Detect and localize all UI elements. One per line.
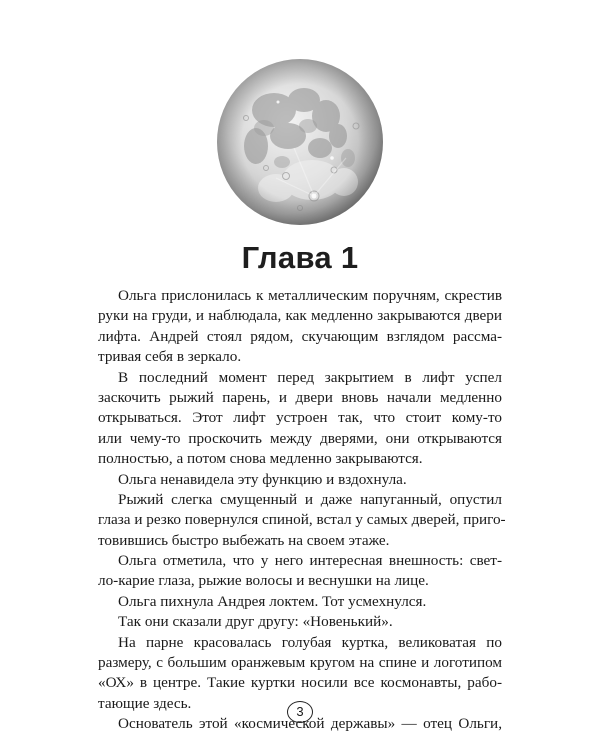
text-line: глаза и резко повернулся спиной, встал у самых дверей, приго- — [98, 511, 506, 529]
text-line: «ОХ» в центре. Такие куртки носили все космонавты, рабо- — [98, 674, 502, 692]
moon-icon — [216, 58, 384, 226]
text-line: Рыжий слегка смущенный и даже напуганный, опустил — [118, 490, 502, 508]
text-line: руки на груди, и наблюдала, как медленно закрываются двери — [98, 307, 502, 325]
chapter-text — [98, 286, 506, 735]
text-line: Ольга отметила, что у него интересная внешность: свет- — [118, 552, 502, 570]
text-line: товившись быстро выбежать на своем этаже. — [98, 531, 390, 549]
text-line: ло-карие глаза, рыжие волосы и веснушки на лице. — [98, 572, 429, 590]
text-line: полностью, а потом снова медленно закрываются. — [98, 450, 423, 468]
text-line: размеру, с большим оранжевым кругом на спине и логотипом — [98, 654, 502, 672]
text-line: или чему-то проскочить между дверями, они открываются — [98, 429, 502, 447]
text-line: тривая себя в зеркало. — [98, 348, 242, 366]
text-line: Так они сказали друг другу: «Новенький». — [118, 613, 393, 631]
text-line: заскочить рыжий парень, и двери вновь начали медленно — [98, 388, 502, 406]
text-line: открываться. Этот лифт устроен так, что стоит кому-то — [98, 409, 502, 427]
text-line: лифта. Андрей стоял рядом, скучающим взглядом рассма- — [98, 327, 502, 345]
text-line: Ольга прислонилась к металлическим поручням, скрестив — [118, 287, 502, 304]
text-line: тающие здесь. — [98, 694, 192, 712]
page-number: 3 — [287, 701, 313, 723]
moon-illustration — [216, 58, 384, 226]
text-line: На парне красовалась голубая куртка, великоватая по — [118, 633, 502, 651]
chapter-title: Глава 1 — [241, 240, 359, 275]
text-line: Основатель этой «космической державы» — отец Ольги, — [118, 715, 502, 733]
text-line: Ольга пихнула Андрея локтем. Тот усмехнулся. — [118, 592, 427, 610]
text-line: Ольга ненавидела эту функцию и вздохнула. — [118, 470, 407, 488]
text-line: В последний момент перед закрытием в лифт успел — [118, 368, 502, 386]
